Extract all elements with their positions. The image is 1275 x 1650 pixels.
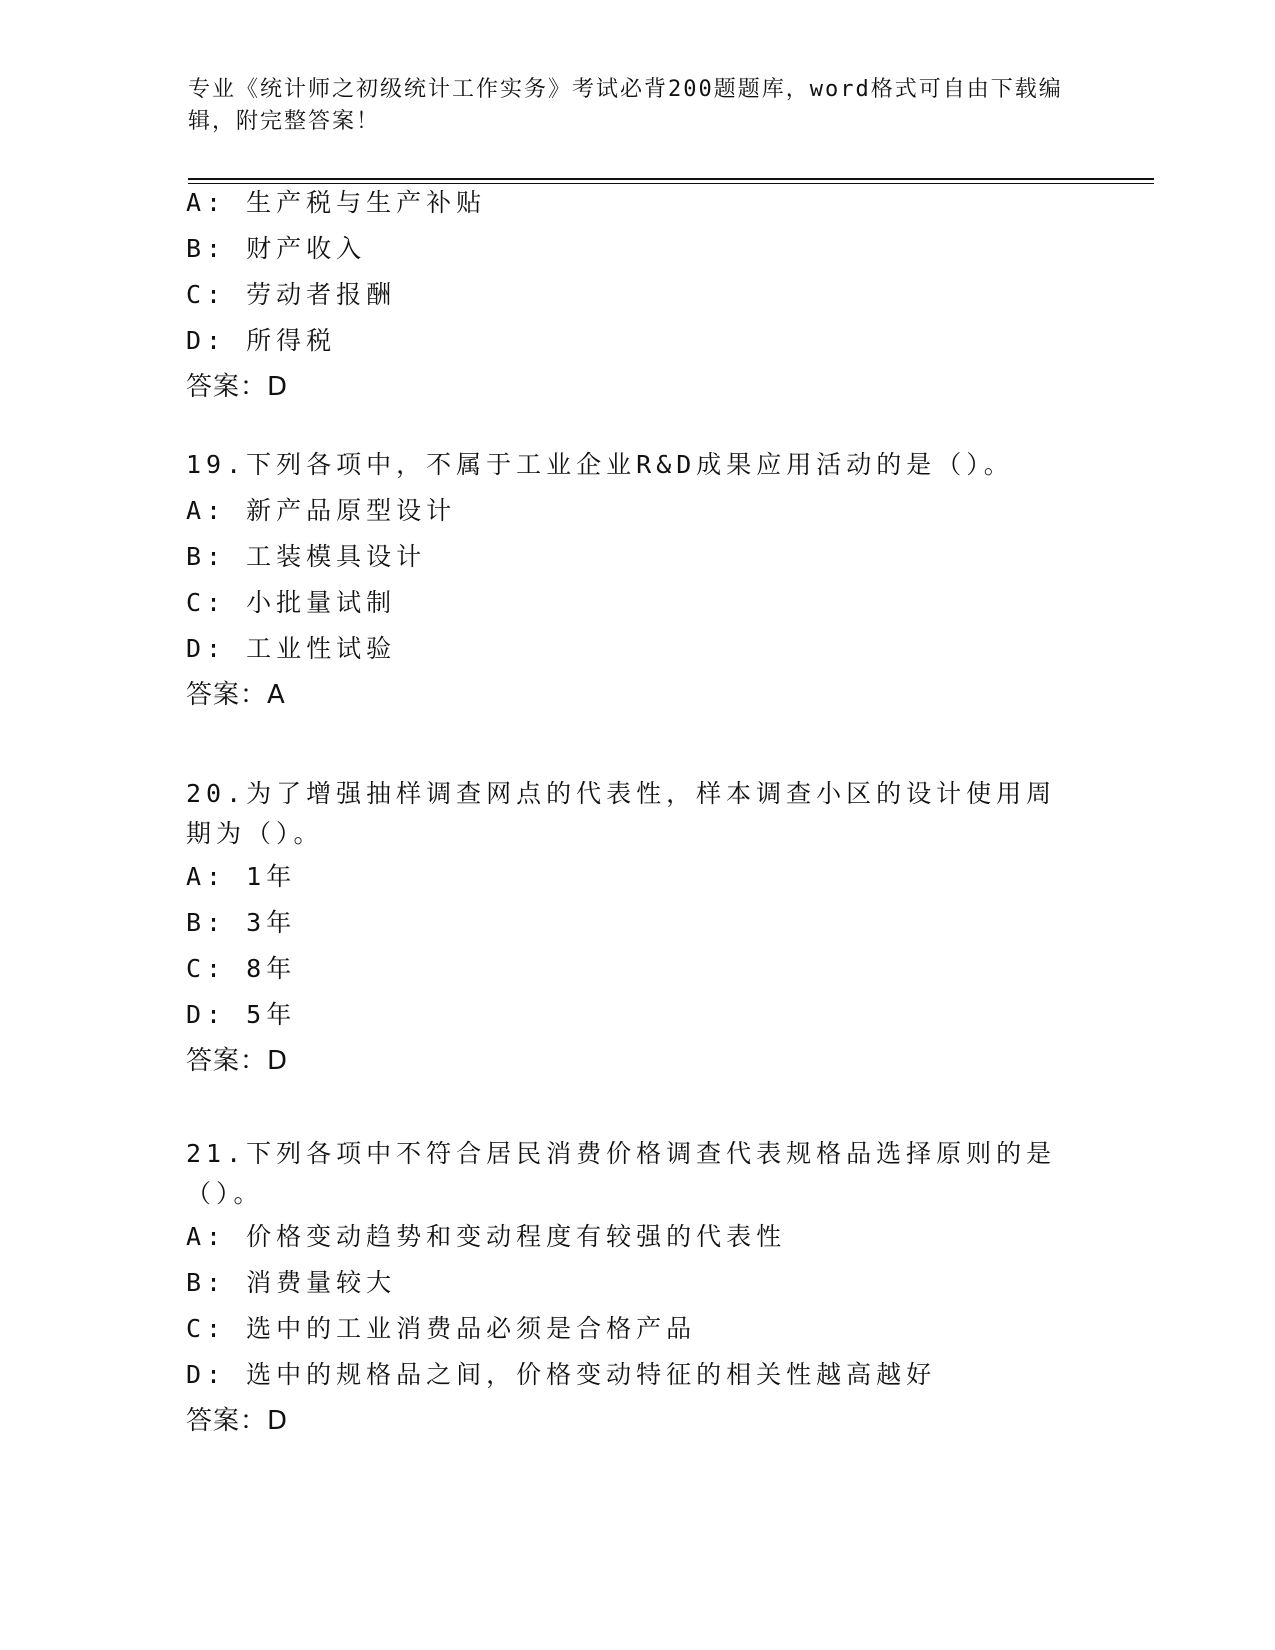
option-d: D: 工业性试验 bbox=[186, 634, 397, 663]
option-a: A: 生产税与生产补贴 bbox=[186, 188, 487, 217]
document-header: 专业《统计师之初级统计工作实务》考试必背200题题库，word格式可自由下载编辑，附完整答案！ bbox=[188, 77, 1063, 134]
option-c: C: 小批量试制 bbox=[186, 588, 397, 617]
option-b: B: 消费量较大 bbox=[186, 1268, 397, 1297]
option-c: C: 选中的工业消费品必须是合格产品 bbox=[186, 1314, 697, 1343]
option-d: D: 选中的规格品之间，价格变动特征的相关性越高越好 bbox=[186, 1360, 937, 1389]
option-c: C: 劳动者报酬 bbox=[186, 280, 397, 309]
question-21 bbox=[186, 1134, 1086, 1444]
question-stem: 19.下列各项中，不属于工业企业R&D成果应用活动的是（）。 bbox=[186, 450, 1014, 479]
option-b: B: 财产收入 bbox=[186, 234, 367, 263]
answer: 答案：D bbox=[186, 1046, 289, 1076]
option-d: D: 5年 bbox=[186, 1000, 297, 1029]
question-20 bbox=[186, 774, 1086, 1084]
question-stem: 21.下列各项中不符合居民消费价格调查代表规格品选择原则的是（）。 bbox=[186, 1139, 1057, 1208]
option-c: C: 8年 bbox=[186, 954, 297, 983]
question-19 bbox=[186, 442, 1086, 718]
option-b: B: 工装模具设计 bbox=[186, 542, 427, 571]
question-stem: 20.为了增强抽样调查网点的代表性，样本调查小区的设计使用周期为（）。 bbox=[186, 779, 1057, 848]
answer: 答案：A bbox=[186, 680, 286, 710]
question-18 bbox=[186, 180, 1086, 410]
option-a: A: 1年 bbox=[186, 862, 297, 891]
option-d: D: 所得税 bbox=[186, 326, 337, 355]
answer: 答案：D bbox=[186, 372, 289, 402]
option-a: A: 新产品原型设计 bbox=[186, 496, 457, 525]
option-b: B: 3年 bbox=[186, 908, 297, 937]
option-a: A: 价格变动趋势和变动程度有较强的代表性 bbox=[186, 1222, 787, 1251]
answer: 答案：D bbox=[186, 1406, 289, 1436]
